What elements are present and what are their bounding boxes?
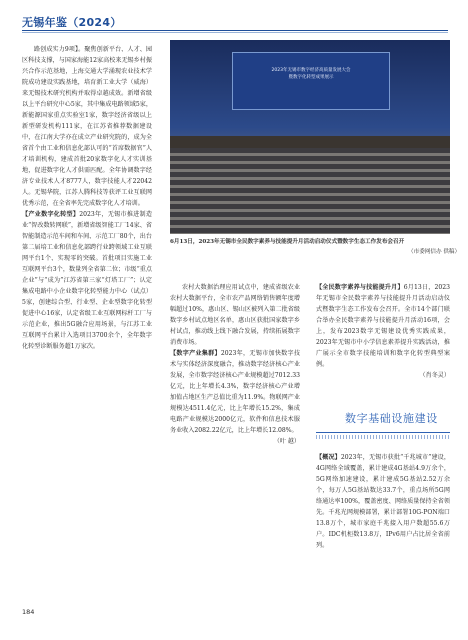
author-signature-3: （肖冬灵） [419, 372, 450, 379]
header-rule [22, 30, 448, 31]
subheading-digital-literacy: 【全民数字素养与技能提升月】 [316, 284, 404, 291]
subheading-overview: 【概况】 [316, 454, 341, 461]
subheading-industry-digitalization: 【产业数字化转型】 [22, 211, 80, 218]
column-3 [316, 282, 450, 400]
screen-line-2: 暨数字化转型成果展示 [288, 75, 334, 80]
section-title-digital-infrastructure: 数字基础设施建设 [345, 412, 438, 425]
caption-credit: （市委网信办 供稿） [408, 249, 461, 255]
column-1 [22, 44, 152, 604]
stage-area [170, 136, 450, 148]
header-rule-thin [22, 32, 448, 33]
subheading-digital-cluster: 【数字产业集群】 [170, 350, 221, 357]
screen-line-1: 2023年无锡市数字经济高质量发展大会 [271, 68, 351, 73]
paragraph-digital-literacy [316, 282, 450, 370]
paragraph-literacy-text: 6月13日，2023年无锡市全民数字素养与技能提升月活动启动仪式暨数字生态工作发布会召开。全市14个部门联合举办全民数字素养与技能提升月活动16项，会上，发布2023数字无锡建设优秀实践成果，2023年无锡市中小学信息素养提升实践活动，推广展示全市数字技能培训和数字化转型典型案例。 [316, 284, 450, 368]
paragraph-rural-data: 农村大数据治理应用试点中，建成省级农业农村大数据平台，全市农产品网络销售额年度增幅超过10%，惠山区、锡山区被列入第二批省级数字乡村试点地区名单，惠山区获批国家数字乡村试点，推动线上线下融合发展，持续拓展数字消费市场。 [170, 284, 300, 346]
conference-photo [170, 40, 450, 234]
stage-screen-text [241, 67, 381, 81]
paragraph-industry-digitalization [22, 209, 152, 352]
yearbook-header-title: 无锡年鉴（2024） [22, 16, 122, 29]
caption-text: 6月13日，2023年无锡市全民数字素养与技能提升月活动启动仪式暨数字生态工作发布会召开 [170, 239, 405, 245]
audience-rows [170, 148, 450, 234]
section-divider-dots [316, 435, 450, 439]
paragraph-cluster-text: 2023年，无锡市加快数字技术与实体经济深度融合，推动数字经济核心产业发展，全市数字经济核心产业规模超过7012.33亿元，比上年增长4.3%，数字经济核心产业增加值占地区生产总值比重为11.9%。物联网产业规模达4511.4亿元，比上年增长15.2%，集成电路产业规模达2000亿元，软件和信息技术服务业收入2082.22亿元，比上年增长12.08%。 [170, 350, 300, 434]
column-4 [316, 452, 450, 612]
paragraph-digital-cluster [170, 348, 300, 436]
column-2 [170, 282, 300, 622]
stage-screen [232, 52, 390, 110]
author-signature-2: （叶 越） [273, 438, 300, 445]
paragraph-overview-text: 2023年，无锡市获批“千兆城市”建设，4G网络全域覆盖，累计建成4G基站4.9万余个，5G网络加速建设，累计建成5G基站2.52万余个，每万人5G基站数达33.7个，重点场所5G网络通达率100%，覆盖密度、网络质量保持全省领先。千兆光网规模部署，累计部署10G-PON端口13.8万个，城市家庭千兆接入用户数超55.6万户。IDC机柜数13.8万，IPv6用户占比居全省前列。 [316, 454, 450, 549]
page-number: 184 [22, 608, 35, 616]
paragraph-overview [316, 452, 450, 551]
paragraph-talent: 路创成实力9项】。聚焦创新平台、人才、园区科技支撑，与国家海能12家高校来无锡乡村振兴合作示范基地，上海交通大学涌现农业技术学院成功建设实践基地，培育新工业大学（威海）来无锡技术研究机构并取得卓越成效。新增省级以上平台研究中心5家，其中集成电路领域5家，新能源国家重点实验室1家，数字经济省级以上新型研发机构111家，在江苏省推荐数据建设中，在江南大学亦在成立产业研究院的，成为全省首个由工业和信息化部认可的“首席数据官”人才培训机构，建成首批20家数字化人才实训基地，促进数字化人才供需匹配。全年协调数字经济专业技术人才8777人，数字技能人才22042人。无锡华院，江苏人腾科技等获评工业互联网优秀示范，在全省率先完成数字化人才培训。 [22, 46, 152, 207]
photo-caption [170, 238, 450, 247]
paragraph-industry-text: 2023年，无锡市推进制造业“智改数转网联”，新增省级智能工厂14家、省智能制造示范车间和车间、示范工厂80个，出台第二届培工业和信息化部跨行业跨领域工业互联网平台1个、实现零的突破。首批项目实施工业互联网平台3个，数量列全省第二位；市级“重点企业”与“成为”江苏省第三家“灯塔工厂”；认定集成电路中小企业数字化转型能力中心（试点）5家，创建综合型、行业型、企业型数字化转型促进中心16家，认定省级工业互联网标杆工厂与示范企业，推出5G融合应用场景，与江苏工业互联网平台累计入选项目3700余个，全年数字化转型诊断服务超1万家次。 [22, 211, 152, 350]
